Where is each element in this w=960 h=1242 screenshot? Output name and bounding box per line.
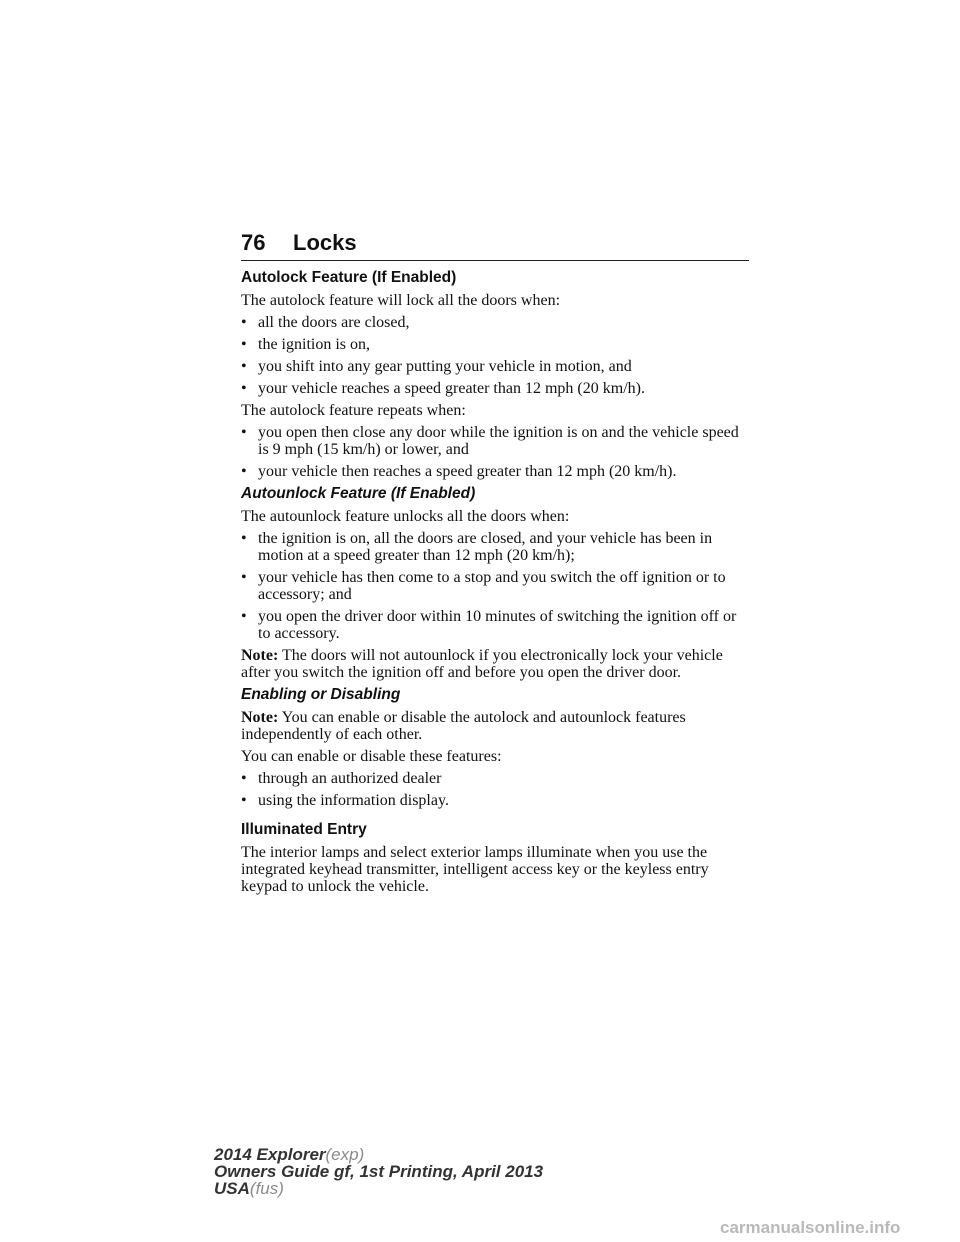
- bullet-icon: •: [241, 792, 247, 809]
- autolock-repeat-list: [241, 424, 749, 480]
- autolock-list: [241, 314, 749, 397]
- footer-line-1: 2014 Explorer(exp): [214, 1145, 365, 1164]
- enabling-intro: You can enable or disable these features:: [241, 748, 502, 765]
- bullet-icon: •: [241, 424, 247, 441]
- list-item: • the ignition is on,: [241, 336, 370, 353]
- autounlock-note: [241, 647, 749, 681]
- illuminated-heading: Illuminated Entry: [241, 821, 367, 838]
- note-label: Note:: [241, 647, 279, 664]
- enabling-note: [241, 709, 749, 743]
- note-text: The doors will not autounlock if you electronically lock your vehicle after you switch the ignition off and before you open the driver door.: [241, 647, 723, 681]
- page-header: [241, 226, 749, 261]
- list-item: • you open the driver door within 10 minutes of switching the ignition off or to accessory.: [241, 608, 737, 642]
- list-item: • your vehicle has then come to a stop and you switch the off ignition or to accessory; and: [241, 569, 726, 603]
- autolock-repeat-intro: The autolock feature repeats when:: [241, 402, 466, 419]
- autounlock-heading: Autounlock Feature (If Enabled): [241, 485, 476, 502]
- section-title: Locks: [293, 230, 357, 255]
- list-item: • all the doors are closed,: [241, 314, 410, 331]
- bullet-icon: •: [241, 569, 247, 586]
- bullet-icon: •: [241, 608, 247, 625]
- bullet-icon: •: [241, 314, 247, 331]
- enabling-list: [241, 770, 749, 809]
- autolock-heading: Autolock Feature (If Enabled): [241, 269, 457, 286]
- note-label: Note:: [241, 709, 279, 726]
- footer-line-3: USA(fus): [214, 1179, 284, 1198]
- bullet-icon: •: [241, 336, 247, 353]
- list-item: • you open then close any door while the ignition is on and the vehicle speed is 9 mph (15 km/h) or lower, and: [241, 424, 739, 458]
- illuminated-text: The interior lamps and select exterior lamps illuminate when you use the integrated keyhead transmitter, intelligent access key or the keyless entry keypad to unlock the vehicle.: [241, 844, 709, 895]
- autolock-intro: The autolock feature will lock all the doors when:: [241, 292, 561, 309]
- autounlock-list: [241, 530, 749, 642]
- document-footer: [214, 1146, 543, 1197]
- list-item: • using the information display.: [241, 792, 449, 809]
- bullet-icon: •: [241, 770, 247, 787]
- bullet-icon: •: [241, 358, 247, 375]
- page-number: 76: [241, 230, 266, 255]
- footer-line-2: Owners Guide gf, 1st Printing, April 2013: [214, 1162, 544, 1181]
- list-item: • you shift into any gear putting your vehicle in motion, and: [241, 358, 632, 375]
- enabling-heading: Enabling or Disabling: [241, 686, 401, 703]
- bullet-icon: •: [241, 463, 247, 480]
- list-item: • your vehicle reaches a speed greater than 12 mph (20 km/h).: [241, 380, 645, 397]
- list-item: • through an authorized dealer: [241, 770, 442, 787]
- list-item: • the ignition is on, all the doors are closed, and your vehicle has been in motion at a speed greater than 12 mph (20 km/h);: [241, 530, 713, 564]
- page-content: [241, 269, 749, 900]
- bullet-icon: •: [241, 530, 247, 547]
- autounlock-intro: The autounlock feature unlocks all the doors when:: [241, 508, 570, 525]
- bullet-icon: •: [241, 380, 247, 397]
- watermark: carmanualsonline.info: [720, 1218, 901, 1237]
- note-text: You can enable or disable the autolock and autounlock features independently of each other.: [241, 709, 686, 743]
- list-item: • your vehicle then reaches a speed greater than 12 mph (20 km/h).: [241, 463, 677, 480]
